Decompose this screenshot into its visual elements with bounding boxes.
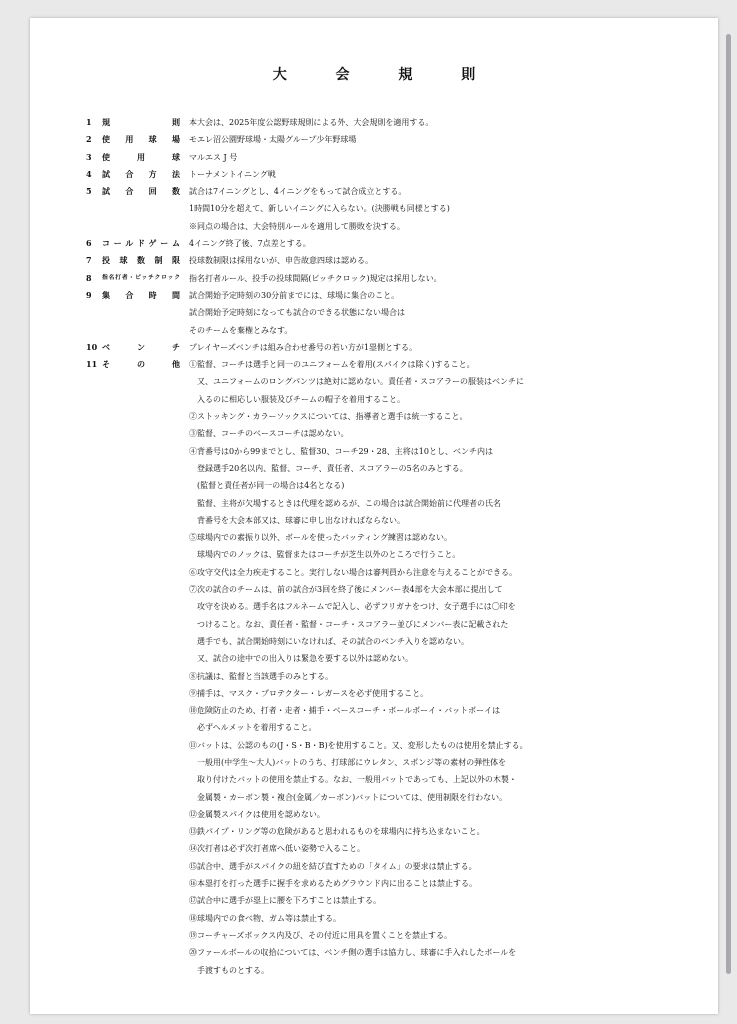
rule-text: 又、試合の途中での出入りは緊急を要する以外は認めない。 [197,654,413,664]
rule-row [86,771,666,788]
rule-text: 攻守を決める。選手名はフルネームで記入し、必ずフリガナをつけ、女子選手には〇印を [197,602,516,612]
rule-row [86,892,666,909]
rule-text: 4イニング終了後、7点差とする。 [189,239,311,249]
rule-text: 本大会は、2025年度公認野球規則による外、大会規則を適用する。 [189,118,434,127]
rule-row [86,719,666,736]
rule-row [86,287,666,304]
rule-text: トーナメントイニング戦 [189,169,276,179]
rule-row [86,235,666,252]
rule-text: 必ずヘルメットを着用すること。 [197,723,317,733]
rule-row [86,858,666,875]
rule-number: 2 [86,134,92,145]
rule-text: ⑰試合中に選手が塁上に腰を下ろすことは禁止する。 [189,896,381,906]
rule-row [86,962,666,979]
rule-row [86,373,666,390]
rule-number: 7 [86,255,92,266]
rule-text: 又、ユニフォームのロングパンツは絶対に認めない。責任者・スコアラーの服装はベンチに [197,377,524,387]
rule-text: ⑮試合中、選手がスパイクの紐を結び直すための「タイム」の要求は禁止する。 [189,861,477,871]
rule-text: ④背番号は0から99までとし、監督30、コーチ29・28、主将は10とし、ベンチ内は [189,446,493,456]
rule-text: 投球数制限は採用ないが、申告故意四球は認める。 [189,256,373,266]
rule-text: そのチームを棄権とみなす。 [189,325,293,335]
rule-text: ⑭次打者は必ず次打者席へ低い姿勢で入ること。 [189,844,365,854]
rule-row [86,754,666,771]
rule-text: 試合は7イニングとし、4イニングをもって試合成立とする。 [189,187,407,197]
rule-text: 一般用(中学生～大人)バットのうち、打球部にウレタン、スポンジ等の素材の弾性体を [197,757,507,767]
rule-row [86,840,666,857]
rule-label: 試 合 回 数 [102,186,180,197]
rule-text: モエレ沼公園野球場・太陽グループ少年野球場 [189,135,357,145]
rule-row [86,443,666,460]
rule-number: 4 [86,168,92,179]
rule-text: 取り付けたバットの使用を禁止する。なお、一般用バットであっても、上記以外の木製・ [197,775,517,785]
rule-row [86,166,666,183]
rule-number: 10 [86,341,98,352]
vertical-scrollbar[interactable] [726,34,731,974]
rule-text: 背番号を大会本部又は、球審に申し出なければならない。 [197,515,405,525]
rule-row [86,668,666,685]
rule-row [86,183,666,200]
rule-row [86,910,666,927]
rule-label: そ の 他 [102,359,180,370]
rule-text: ⑨捕手は、マスク・プロテクター・レガースを必ず使用すること。 [189,688,429,698]
rule-label: 使 用 球 場 [102,134,180,145]
rule-number: 1 [86,117,92,127]
rule-row [86,927,666,944]
rule-row [86,702,666,719]
rule-text: ⑪バットは、公認のもの(J・S・B・B)を使用すること。又、変形したものは使用を禁止する。 [189,740,528,750]
rule-text: プレイヤーズベンチは組み合わせ番号の若い方が1塁側とする。 [189,342,417,352]
rule-text: ⑦次の試合のチームは、前の試合が3回を終了後にメンバー表4部を大会本部に提出して [189,585,503,595]
rule-row [86,252,666,269]
rule-row [86,477,666,494]
rule-row [86,512,666,529]
rule-text: ⑬鉄パイプ・リング等の危険があると思われるものを球場内に持ち込まないこと。 [189,827,485,837]
rule-row [86,944,666,961]
rule-label: 試 合 方 法 [102,168,180,179]
rule-text: 球場内でのノックは、監督またはコーチが芝生以外のところで行うこと。 [197,550,461,560]
rule-label: 投 球 数 制 限 [102,255,180,266]
rule-row [86,598,666,615]
rule-label: 使 用 球 [102,151,180,162]
rule-text: (監督と責任者が同一の場合は4名となる) [197,481,345,491]
rule-row [86,685,666,702]
rule-text: ⑧抗議は、監督と当該選手のみとする。 [189,671,333,681]
rule-row [86,633,666,650]
rules-list [86,114,666,979]
rule-text: 金属製・カーボン製・複合(金属／カーボン)バットについては、使用制限を行わない。 [197,792,508,802]
rule-row [86,460,666,477]
rule-number: 9 [86,289,92,300]
rule-text: ⑲コーチャーズボックス内及び、その付近に用具を置くことを禁止する。 [189,930,452,940]
rule-row [86,425,666,442]
rule-text: ③監督、コーチのベースコーチは認めない。 [189,429,349,439]
rule-text: 監督、主将が欠場するときは代理を認めるが、この場合は試合開始前に代理者の氏名 [197,498,501,508]
document-page [30,18,718,1014]
page-title: 大 会 規 則 [272,67,498,83]
rule-label: 集 合 時 間 [102,289,180,300]
rule-number: 3 [86,151,92,162]
rule-text: 指名打者ルール、投手の投球間隔(ピッチクロック)規定は採用しない。 [189,273,442,283]
rule-text: つけること。なお、責任者・監督・コーチ・スコアラー並びにメンバー表に記載された [197,619,509,629]
rule-row [86,200,666,217]
rule-row [86,218,666,235]
rule-text: ⑯本塁打を打った選手に握手を求めるためグラウンド内に出ることは禁止する。 [189,879,477,889]
rule-row [86,495,666,512]
rule-row [86,875,666,892]
rule-text: 登録選手20名以内、監督、コーチ、責任者、スコアラーの5名のみとする。 [197,463,468,473]
rule-row [86,391,666,408]
rule-number: 11 [86,359,98,370]
rule-number: 6 [86,238,92,249]
rule-row [86,789,666,806]
rule-row [86,823,666,840]
rule-text: 試合開始予定時刻の30分前までには、球場に集合のこと。 [189,290,400,300]
rule-row [86,650,666,667]
rule-row [86,581,666,598]
rule-number: 5 [86,186,92,197]
rule-row [86,529,666,546]
rule-label: コールドゲーム [102,238,180,249]
rule-row [86,339,666,356]
rule-text: 1時間10分を超えて、新しいイニングに入らない。(決勝戦も同様とする) [189,204,450,214]
rule-row [86,270,666,287]
rule-text: ②ストッキング・カラーソックスについては、指導者と選手は統一すること。 [189,412,468,422]
rule-text: ※同点の場合は、大会特別ルールを適用して勝敗を決する。 [189,221,405,231]
rule-number: 8 [86,272,92,283]
rule-label: ベ ン チ [102,341,180,352]
rule-text: ⑤球場内での素振り以外、ボールを使ったバッティング練習は認めない。 [189,533,453,543]
rule-row [86,304,666,321]
rule-text: ⑫金属製スパイクは使用を認めない。 [189,809,325,819]
rule-text: 選手でも、試合開始時刻にいなければ、その試合のベンチ入りを認めない。 [197,636,469,646]
rule-text: ⑥攻守交代は全力疾走すること。実行しない場合は審判員から注意を与えることができる。 [189,567,517,577]
rule-text: マルエス J 号 [189,152,238,162]
rule-text: 入るのに相応しい服装及びチームの帽子を着用すること。 [197,394,405,404]
rule-row [86,322,666,339]
rule-row [86,408,666,425]
rule-text: 試合開始予定時刻になっても試合のできる状態にない場合は [189,308,405,318]
rule-label: 指名打者・ピッチクロック [102,274,180,281]
rule-text: ⑳ファールボールの収拾については、ベンチ側の選手は協力し、球審に手入れしたボールを [189,948,517,958]
rule-row [86,616,666,633]
rule-row [86,806,666,823]
rule-row [86,546,666,563]
rule-text: 手渡すものとする。 [197,965,269,975]
rule-row [86,356,666,373]
rule-label: 規 則 [102,117,180,127]
rule-row [86,131,666,148]
rule-row [86,737,666,754]
rule-text: ①監督、コーチは選手と同一のユニフォームを着用(スパイクは除く)すること。 [189,360,475,370]
rule-text: ⑱球場内での食べ物、ガム等は禁止する。 [189,913,341,923]
rule-text: ⑩危険防止のため、打者・走者・捕手・ベースコーチ・ボールボーイ・バットボーイは [189,706,501,716]
rule-row [86,114,666,131]
rule-row [86,564,666,581]
rule-row [86,149,666,166]
